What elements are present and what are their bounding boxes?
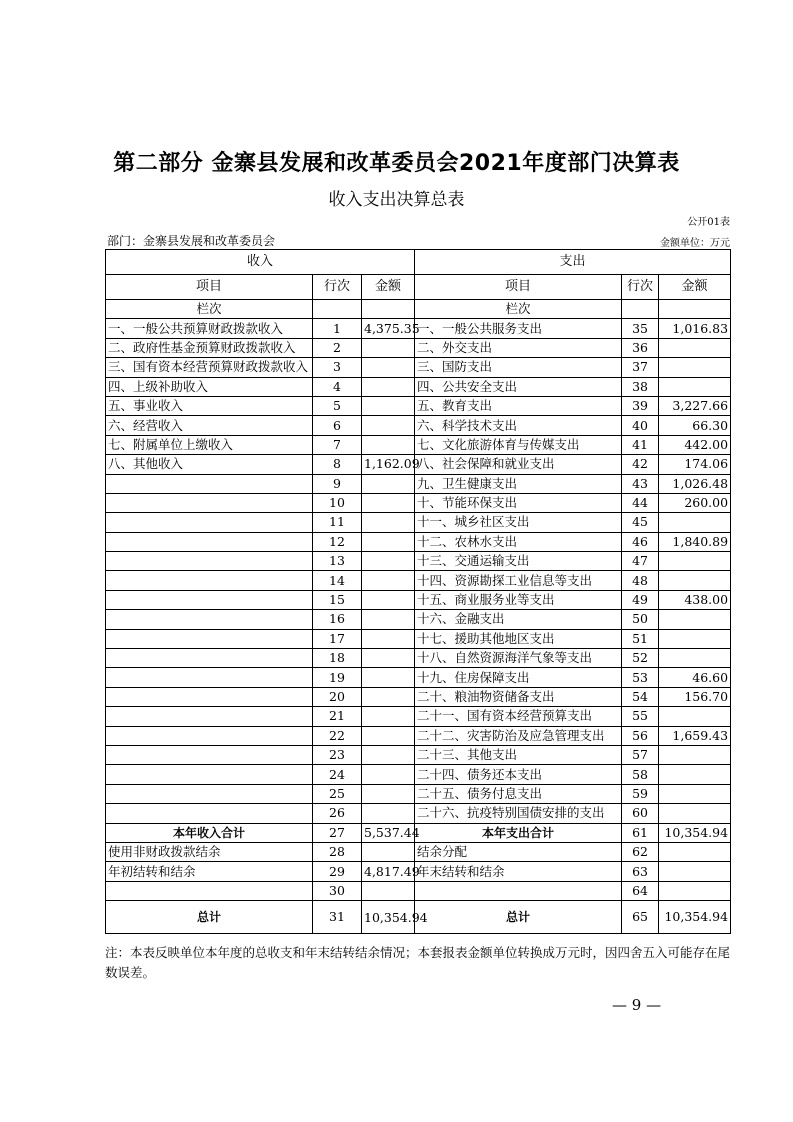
expense-row-no-cell: 45 [622, 513, 659, 532]
income-row-no-cell: 10 [313, 493, 362, 512]
expense-row-no-cell: 40 [622, 416, 659, 435]
income-item-cell [106, 532, 313, 551]
income-item-cell: 七、附属单位上缴收入 [106, 435, 313, 454]
income-row-no-cell: 6 [313, 416, 362, 435]
expense-row-no-cell: 49 [622, 590, 659, 609]
income-item-cell [106, 804, 313, 823]
expense-row-no-cell: 42 [622, 455, 659, 474]
income-amount-cell: 4,375.35 [362, 319, 415, 338]
income-column-label: 栏次 [106, 300, 313, 319]
income-item-cell: 三、国有资本经营预算财政拨款收入 [106, 358, 313, 377]
form-number: 公开01表 [687, 217, 730, 228]
expense-amount-cell [659, 804, 731, 823]
income-row-no-cell: 24 [313, 765, 362, 784]
expense-item-cell: 十七、援助其他地区支出 [415, 629, 622, 648]
table-row [106, 668, 731, 687]
table-row [106, 416, 731, 435]
income-amount-cell: 4,817.49 [362, 862, 415, 881]
expense-row-no-cell: 56 [622, 726, 659, 745]
income-amount-cell [362, 745, 415, 764]
table-row [106, 649, 731, 668]
expense-amount-cell: 3,227.66 [659, 396, 731, 415]
income-row-no-cell: 14 [313, 571, 362, 590]
expense-item-cell: 本年支出合计 [415, 823, 622, 842]
table-row [106, 687, 731, 706]
expense-item-cell: 年末结转和结余 [415, 862, 622, 881]
expense-row-no-cell: 44 [622, 493, 659, 512]
expense-row-no-cell: 63 [622, 862, 659, 881]
income-item-cell [106, 493, 313, 512]
expense-row-no-cell: 41 [622, 435, 659, 454]
table-row [106, 804, 731, 823]
income-amount-cell [362, 474, 415, 493]
expense-amount-cell [659, 358, 731, 377]
expense-item-cell: 十二、农林水支出 [415, 532, 622, 551]
expense-row-no-cell: 57 [622, 745, 659, 764]
income-header: 收入 [106, 250, 415, 275]
income-row-no-cell: 26 [313, 804, 362, 823]
column-header-row [106, 275, 731, 300]
expense-item-cell [415, 881, 622, 900]
expense-row-no-cell: 51 [622, 629, 659, 648]
table-row [106, 319, 731, 338]
expense-row-no-header: 行次 [622, 275, 659, 300]
income-amount-cell [362, 687, 415, 706]
income-amount-header: 金额 [362, 275, 415, 300]
table-row [106, 629, 731, 648]
income-item-cell [106, 707, 313, 726]
table-row [106, 726, 731, 745]
income-amount-cell [362, 338, 415, 357]
table-row [106, 881, 731, 900]
expense-header: 支出 [415, 250, 731, 275]
expense-amount-cell: 442.00 [659, 435, 731, 454]
column-index-row [106, 300, 731, 319]
income-amount-cell: 5,537.44 [362, 823, 415, 842]
income-item-cell [106, 881, 313, 900]
expense-item-cell: 二十六、抗疫特别国债安排的支出 [415, 804, 622, 823]
expense-item-cell: 四、公共安全支出 [415, 377, 622, 396]
expense-row-no-cell: 61 [622, 823, 659, 842]
empty-cell [622, 300, 659, 319]
expense-item-cell: 十三、交通运输支出 [415, 552, 622, 571]
income-amount-cell [362, 881, 415, 900]
income-row-no-cell: 28 [313, 842, 362, 861]
expense-row-no-cell: 65 [622, 901, 659, 934]
expense-amount-cell [659, 377, 731, 396]
income-item-cell [106, 765, 313, 784]
table-row [106, 707, 731, 726]
income-row-no-cell: 5 [313, 396, 362, 415]
income-row-no-cell: 16 [313, 610, 362, 629]
income-row-no-cell: 1 [313, 319, 362, 338]
year-total-row [106, 823, 731, 842]
expense-amount-cell: 1,016.83 [659, 319, 731, 338]
income-expense-table [105, 249, 731, 934]
expense-amount-cell: 10,354.94 [659, 901, 731, 934]
expense-item-cell: 总计 [415, 901, 622, 934]
income-amount-cell [362, 707, 415, 726]
income-row-no-cell: 31 [313, 901, 362, 934]
income-item-cell [106, 668, 313, 687]
expense-amount-cell [659, 784, 731, 803]
income-row-no-header: 行次 [313, 275, 362, 300]
expense-row-no-cell: 60 [622, 804, 659, 823]
expense-item-cell: 七、文化旅游体育与传媒支出 [415, 435, 622, 454]
income-amount-cell [362, 590, 415, 609]
income-row-no-cell: 15 [313, 590, 362, 609]
income-amount-cell [362, 358, 415, 377]
income-row-no-cell: 4 [313, 377, 362, 396]
table-row [106, 842, 731, 861]
expense-item-cell: 一、一般公共服务支出 [415, 319, 622, 338]
expense-amount-cell: 1,026.48 [659, 474, 731, 493]
table-row [106, 765, 731, 784]
expense-row-no-cell: 58 [622, 765, 659, 784]
expense-item-cell: 六、科学技术支出 [415, 416, 622, 435]
table-row [106, 745, 731, 764]
income-item-cell [106, 745, 313, 764]
income-item-cell: 五、事业收入 [106, 396, 313, 415]
income-row-no-cell: 8 [313, 455, 362, 474]
expense-amount-cell [659, 629, 731, 648]
income-row-no-cell: 2 [313, 338, 362, 357]
income-amount-cell [362, 726, 415, 745]
expense-row-no-cell: 46 [622, 532, 659, 551]
table-row [106, 571, 731, 590]
income-item-cell [106, 571, 313, 590]
expense-amount-cell [659, 881, 731, 900]
page-number: — 9 — [612, 996, 662, 1014]
expense-item-cell: 二十二、灾害防治及应急管理支出 [415, 726, 622, 745]
income-row-no-cell: 29 [313, 862, 362, 881]
expense-item-cell: 二、外交支出 [415, 338, 622, 357]
expense-amount-cell [659, 765, 731, 784]
expense-amount-cell: 1,840.89 [659, 532, 731, 551]
expense-row-no-cell: 50 [622, 610, 659, 629]
expense-amount-cell [659, 649, 731, 668]
expense-row-no-cell: 36 [622, 338, 659, 357]
income-item-cell: 一、一般公共预算财政拨款收入 [106, 319, 313, 338]
expense-item-cell: 九、卫生健康支出 [415, 474, 622, 493]
table-row [106, 377, 731, 396]
income-item-cell [106, 474, 313, 493]
expense-item-cell: 二十三、其他支出 [415, 745, 622, 764]
expense-amount-cell: 10,354.94 [659, 823, 731, 842]
income-amount-cell [362, 649, 415, 668]
expense-row-no-cell: 54 [622, 687, 659, 706]
section-header-row [106, 250, 731, 275]
expense-amount-cell: 174.06 [659, 455, 731, 474]
expense-row-no-cell: 48 [622, 571, 659, 590]
empty-cell [659, 300, 731, 319]
income-amount-cell [362, 435, 415, 454]
expense-item-cell: 十一、城乡社区支出 [415, 513, 622, 532]
income-item-cell [106, 590, 313, 609]
amount-unit-label: 金额单位：万元 [660, 238, 730, 249]
expense-amount-cell [659, 513, 731, 532]
income-row-no-cell: 30 [313, 881, 362, 900]
table-subtitle: 收入支出决算总表 [328, 190, 465, 210]
income-amount-cell [362, 513, 415, 532]
expense-item-cell: 十、节能环保支出 [415, 493, 622, 512]
expense-row-no-cell: 62 [622, 842, 659, 861]
expense-amount-cell [659, 745, 731, 764]
table-row [106, 862, 731, 881]
expense-item-cell: 二十、粮油物资储备支出 [415, 687, 622, 706]
expense-row-no-cell: 37 [622, 358, 659, 377]
expense-item-cell: 二十五、债务付息支出 [415, 784, 622, 803]
expense-amount-cell: 438.00 [659, 590, 731, 609]
income-row-no-cell: 3 [313, 358, 362, 377]
footnote: 注：本表反映单位本年度的总收支和年末结转结余情况；本套报表金额单位转换成万元时，因四舍五入可能存在尾数误差。 [105, 945, 731, 980]
income-amount-cell [362, 784, 415, 803]
expense-item-cell: 十五、商业服务业等支出 [415, 590, 622, 609]
expense-row-no-cell: 35 [622, 319, 659, 338]
income-amount-cell [362, 804, 415, 823]
table-row [106, 455, 731, 474]
income-row-no-cell: 25 [313, 784, 362, 803]
table-row [106, 590, 731, 609]
table-row [106, 474, 731, 493]
income-amount-cell [362, 377, 415, 396]
income-row-no-cell: 13 [313, 552, 362, 571]
income-amount-cell [362, 552, 415, 571]
income-item-cell [106, 784, 313, 803]
expense-item-cell: 十六、金融支出 [415, 610, 622, 629]
page-title: 第二部分 金寨县发展和改革委员会2021年度部门决算表 [113, 151, 680, 176]
income-amount-cell [362, 610, 415, 629]
expense-item-cell: 十八、自然资源海洋气象等支出 [415, 649, 622, 668]
income-item-header: 项目 [106, 275, 313, 300]
expense-item-cell: 十九、住房保障支出 [415, 668, 622, 687]
income-row-no-cell: 9 [313, 474, 362, 493]
income-amount-cell [362, 765, 415, 784]
expense-column-label: 栏次 [415, 300, 622, 319]
income-row-no-cell: 27 [313, 823, 362, 842]
table-row [106, 358, 731, 377]
income-amount-cell [362, 571, 415, 590]
expense-amount-header: 金额 [659, 275, 731, 300]
income-item-cell: 二、政府性基金预算财政拨款收入 [106, 338, 313, 357]
expense-row-no-cell: 55 [622, 707, 659, 726]
expense-item-cell: 五、教育支出 [415, 396, 622, 415]
income-row-no-cell: 19 [313, 668, 362, 687]
expense-row-no-cell: 47 [622, 552, 659, 571]
expense-row-no-cell: 43 [622, 474, 659, 493]
expense-amount-cell: 260.00 [659, 493, 731, 512]
income-item-cell: 本年收入合计 [106, 823, 313, 842]
income-item-cell: 六、经营收入 [106, 416, 313, 435]
income-amount-cell [362, 629, 415, 648]
table-row [106, 396, 731, 415]
income-amount-cell [362, 668, 415, 687]
income-row-no-cell: 20 [313, 687, 362, 706]
expense-amount-cell [659, 610, 731, 629]
table-row [106, 552, 731, 571]
income-row-no-cell: 17 [313, 629, 362, 648]
income-amount-cell [362, 493, 415, 512]
income-row-no-cell: 11 [313, 513, 362, 532]
expense-row-no-cell: 38 [622, 377, 659, 396]
table-row [106, 532, 731, 551]
table-row [106, 493, 731, 512]
expense-amount-cell [659, 552, 731, 571]
expense-item-cell: 十四、资源勘探工业信息等支出 [415, 571, 622, 590]
expense-amount-cell: 66.30 [659, 416, 731, 435]
income-amount-cell [362, 842, 415, 861]
income-row-no-cell: 12 [313, 532, 362, 551]
expense-amount-cell [659, 862, 731, 881]
income-item-cell [106, 649, 313, 668]
expense-item-cell: 二十四、债务还本支出 [415, 765, 622, 784]
income-row-no-cell: 23 [313, 745, 362, 764]
income-item-cell [106, 629, 313, 648]
expense-amount-cell [659, 571, 731, 590]
income-item-cell [106, 552, 313, 571]
income-row-no-cell: 7 [313, 435, 362, 454]
expense-row-no-cell: 59 [622, 784, 659, 803]
expense-item-cell: 结余分配 [415, 842, 622, 861]
expense-amount-cell [659, 338, 731, 357]
income-item-cell: 四、上级补助收入 [106, 377, 313, 396]
income-item-cell [106, 687, 313, 706]
expense-item-cell: 二十一、国有资本经营预算支出 [415, 707, 622, 726]
empty-cell [313, 300, 362, 319]
table-row [106, 338, 731, 357]
income-row-no-cell: 18 [313, 649, 362, 668]
income-item-cell [106, 610, 313, 629]
income-item-cell: 总计 [106, 901, 313, 934]
grand-total-row [106, 901, 731, 934]
expense-item-cell: 三、国防支出 [415, 358, 622, 377]
expense-item-cell: 八、社会保障和就业支出 [415, 455, 622, 474]
income-row-no-cell: 22 [313, 726, 362, 745]
empty-cell [362, 300, 415, 319]
income-amount-cell [362, 416, 415, 435]
expense-amount-cell: 156.70 [659, 687, 731, 706]
expense-amount-cell [659, 707, 731, 726]
income-item-cell [106, 726, 313, 745]
expense-item-header: 项目 [415, 275, 622, 300]
expense-amount-cell [659, 842, 731, 861]
table-row [106, 435, 731, 454]
income-item-cell: 年初结转和结余 [106, 862, 313, 881]
expense-row-no-cell: 53 [622, 668, 659, 687]
table-row [106, 513, 731, 532]
table-row [106, 610, 731, 629]
expense-amount-cell: 46.60 [659, 668, 731, 687]
income-amount-cell: 10,354.94 [362, 901, 415, 934]
expense-row-no-cell: 52 [622, 649, 659, 668]
income-item-cell: 使用非财政拨款结余 [106, 842, 313, 861]
expense-row-no-cell: 64 [622, 881, 659, 900]
income-item-cell: 八、其他收入 [106, 455, 313, 474]
department-label: 部门：金寨县发展和改革委员会 [107, 234, 276, 248]
table-row [106, 784, 731, 803]
income-row-no-cell: 21 [313, 707, 362, 726]
income-amount-cell [362, 532, 415, 551]
income-item-cell [106, 513, 313, 532]
income-amount-cell: 1,162.09 [362, 455, 415, 474]
income-amount-cell [362, 396, 415, 415]
expense-amount-cell: 1,659.43 [659, 726, 731, 745]
expense-row-no-cell: 39 [622, 396, 659, 415]
